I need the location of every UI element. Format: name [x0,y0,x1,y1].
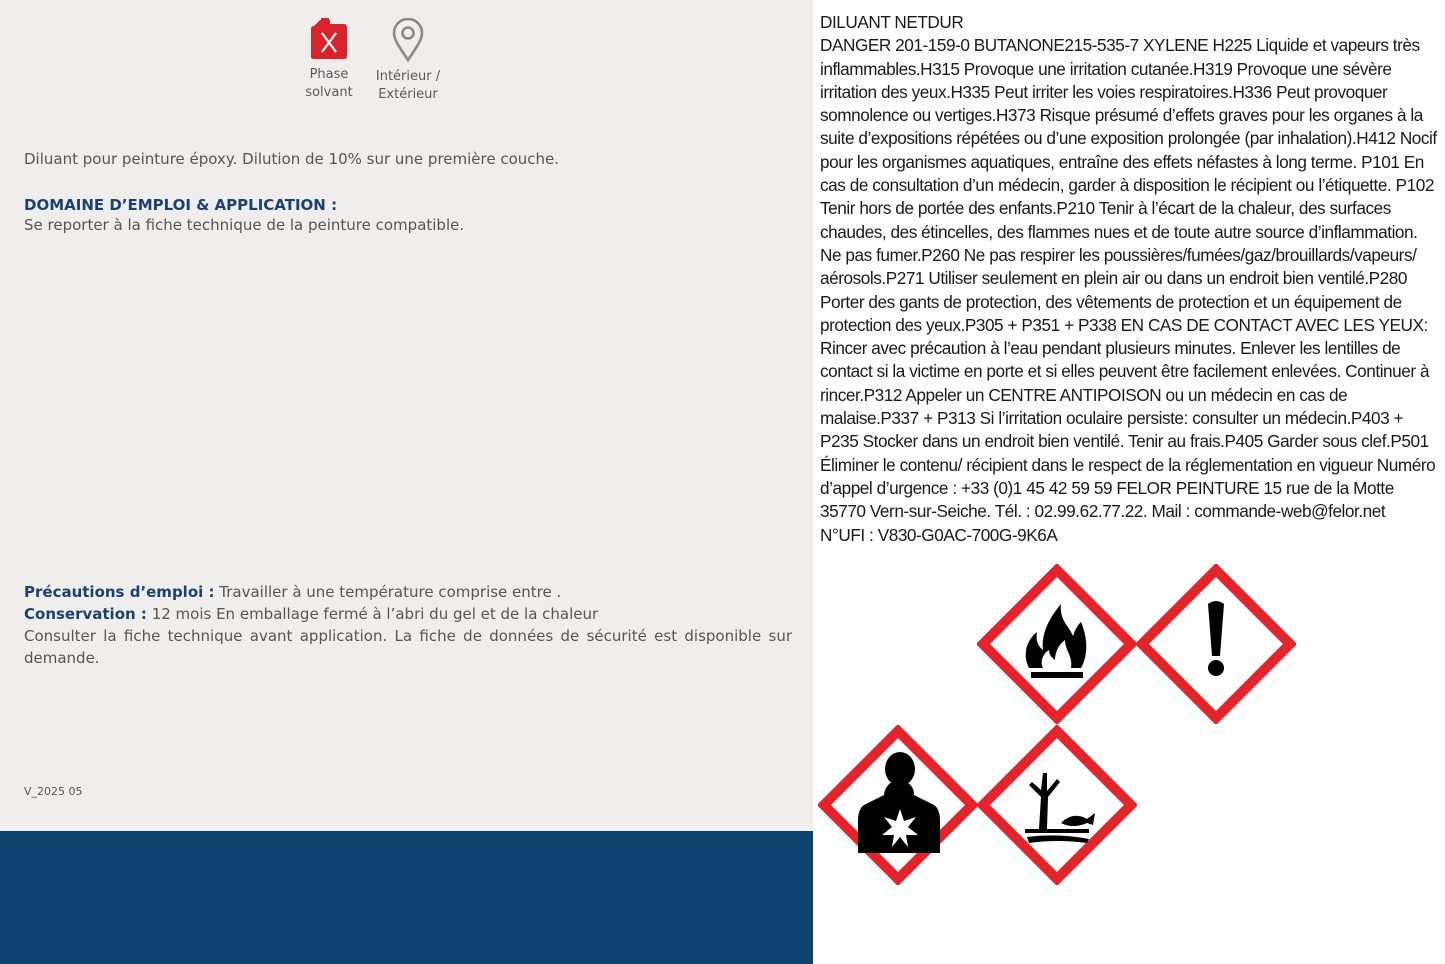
product-info-panel [0,0,813,831]
domain-text: Se reporter à la fiche technique de la peinture compatible. [24,216,465,234]
exclamation-icon [1136,564,1296,724]
ufi-code: N°UFI : V830-G0AC-700G-9K6A [820,524,1058,545]
product-description: Diluant pour peinture époxy. Dilution de 10% sur une première couche. [24,150,560,168]
health-hazard-icon [818,725,978,885]
conservation-label: Conservation : [24,605,147,623]
environment-hazard-icon [977,725,1137,885]
feature-solvent [284,18,374,102]
safety-sheet-note: Consulter la fiche technique avant application. La fiche de données de sécurité est disponible sur demande. [24,627,792,667]
feature-label: Phase solvant [305,67,353,100]
safety-title: DILUANT NETDUR [820,12,964,32]
precautions-label: Précautions d’emploi : [24,583,215,601]
flame-icon [977,564,1137,724]
feature-indoor-outdoor [363,18,453,104]
feature-label: Intérieur / Extérieur [375,69,441,102]
version-code: V_2025 05 [24,785,83,798]
precautions-line [24,581,792,603]
location-pin-icon [391,18,425,62]
safety-statements: DANGER 201-159-0 BUTANONE215-535-7 XYLENE H225 Liquide et vapeurs très inflammables.H315 Provoque une irritation cutanée.H319 Provoque une sévère irritation des yeux.H335 Peut irriter les voies respiratoires.H336 Peut provoquer somnolence ou vertiges.H373 Risque présumé d’effets graves pour les organes à la suite d’expositions répétées ou d’une exposition prolongée (par inhalation).H412 Nocif pour les organismes aquatiques, entraîne des effets néfastes à long terme. P101 En cas de consultation d’un médecin, garder à disposition le récipient ou l’étiquette. P102 Tenir hors de portée des enfants.P210 Tenir à l’écart de la chaleur, des surfaces chaudes, des étincelles, des flammes nues et de toute autre source d’inflammation. Ne pas fumer.P260 Ne pas respirer les poussières/fumées/gaz/brouillards/vapeurs/ aérosols.P271 Utiliser seulement en plein air ou dans un endroit bien ventilé.P280 Porter des gants de protection, des vêtements de protection et un équipement de protection des yeux.P305 + P351 + P338 EN CAS DE CONTACT AVEC LES YEUX: Rincer avec précaution à l’eau pendant plusieurs minutes. Enlever les lentilles de contact si la victime en porte et si elles peuvent être facilement enlevées. Continuer à rincer.P312 Appeler un CENTRE ANTIPOISON ou un médecin en cas de malaise.P337 + P313 Si l’irritation oculaire persiste: consulter un médecin.P403 + P235 Stocker dans un endroit bien ventilé. Tenir au frais.P405 Garder sous clef.P501 Éliminer le contenu/ récipient dans le respect de la réglementation en vigueur Numéro d’appel d’urgence : +33 (0)1 45 42 59 59 FELOR PEINTURE 15 rue de la Motte 35770 Vern-sur-Seiche. Tél. : 02.99.62.77.22. Mail : commande-web@felor.net [820,35,1437,522]
conservation-line [24,603,792,625]
conservation-text: 12 mois En emballage fermé à l’abri du gel et de la chaleur [146,605,599,623]
usage-notes [24,581,792,669]
footer-band [0,831,813,964]
domain-title: DOMAINE D’EMPLOI & APPLICATION : [24,196,338,214]
safety-text-block [820,11,1438,547]
precautions-text: Travailler à une température comprise entre . [214,583,562,601]
jerrycan-icon [309,18,349,60]
